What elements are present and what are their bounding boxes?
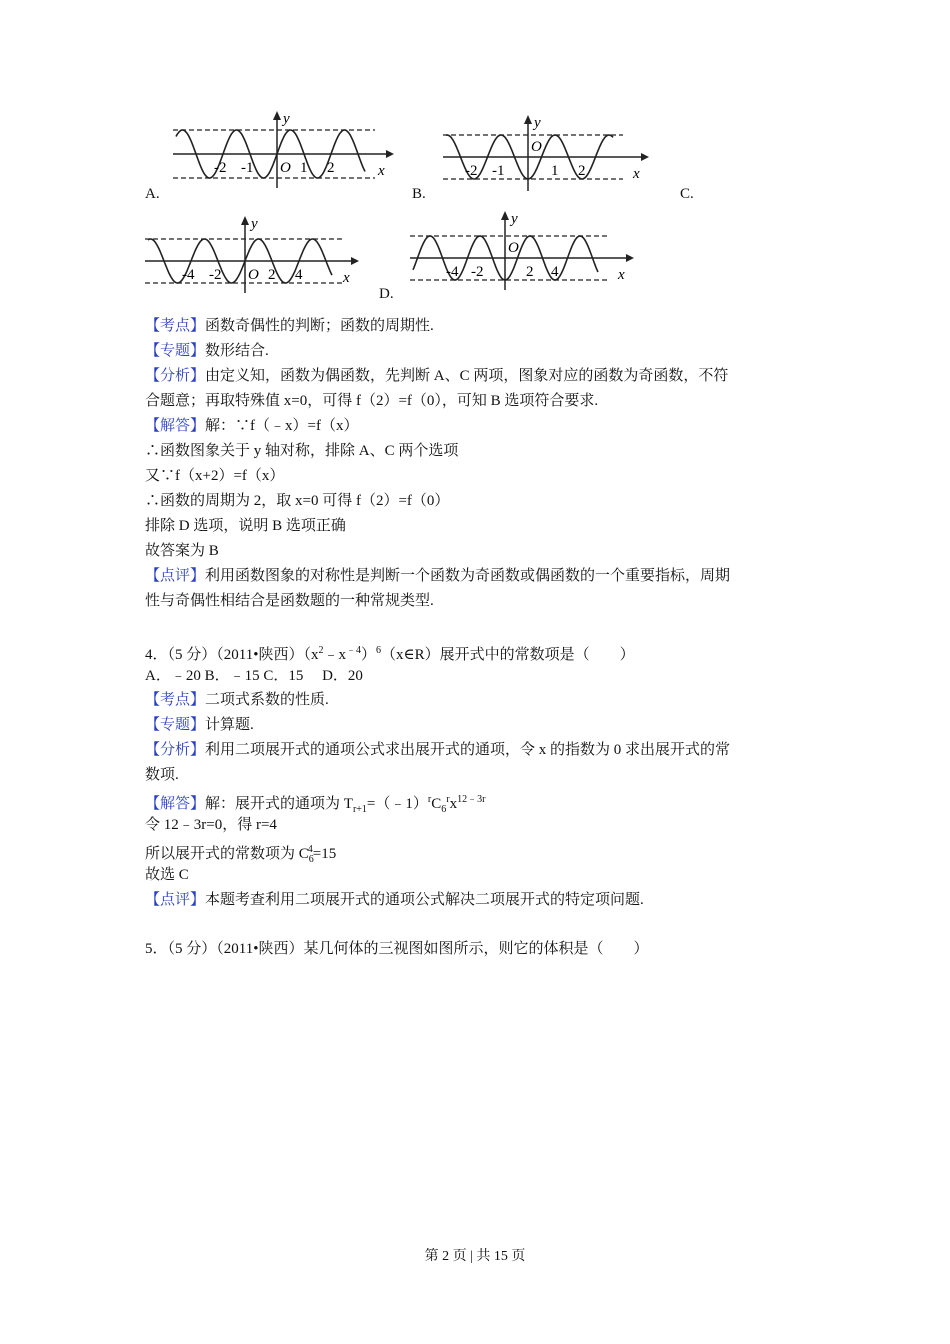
x-axis-label: x bbox=[633, 166, 640, 182]
origin-label: O bbox=[248, 267, 259, 283]
text: 利用二项展开式的通项公式求出展开式的通项，令 x 的指数为 0 求出展开式的常 bbox=[205, 742, 731, 758]
tick-label: -1 bbox=[241, 160, 254, 176]
tick-label: 1 bbox=[551, 163, 559, 179]
t: r+1 bbox=[352, 804, 367, 815]
x-axis-arrow-icon bbox=[626, 254, 634, 262]
x-axis-arrow-icon bbox=[386, 150, 394, 158]
y-axis-arrow-icon bbox=[241, 216, 249, 225]
text: 函数奇偶性的判断；函数的周期性. bbox=[205, 318, 434, 334]
y-axis-label: y bbox=[534, 115, 541, 131]
t: 4．（5 分）（2011•陕西）（x bbox=[145, 647, 319, 663]
y-axis-arrow-icon bbox=[273, 111, 281, 120]
tick-label: -2 bbox=[214, 160, 227, 176]
t: ） bbox=[360, 647, 376, 663]
option-d-label: D. bbox=[379, 286, 394, 302]
t: r bbox=[427, 794, 432, 805]
text-line: 故选 C bbox=[145, 867, 189, 883]
tick-label: 4 bbox=[551, 264, 559, 280]
x-axis-label: x bbox=[618, 267, 625, 283]
q4-stem bbox=[145, 641, 635, 665]
tag: 【考点】 bbox=[145, 692, 206, 708]
q4-dianping bbox=[145, 890, 644, 910]
tag: 【点评】 bbox=[145, 892, 206, 908]
text-line: ∴函数图象关于 y 轴对称，排除 A、C 两个选项 bbox=[145, 443, 459, 459]
q4-zhuanti bbox=[145, 715, 254, 735]
t: 4 bbox=[307, 844, 313, 855]
q3-zhuanti bbox=[145, 341, 269, 361]
q3-dianping bbox=[145, 566, 730, 586]
t: 6 bbox=[308, 854, 314, 865]
text: 二项式系数的性质. bbox=[205, 692, 329, 708]
option-a-label: A. bbox=[145, 186, 160, 202]
tick-label: 2 bbox=[268, 267, 276, 283]
tick-label: -2 bbox=[471, 264, 484, 280]
text-line: 数项. bbox=[145, 767, 179, 783]
graph-c bbox=[140, 213, 365, 293]
tick-label: 2 bbox=[526, 264, 534, 280]
t: =15 bbox=[312, 846, 337, 862]
text-line: 排除 D 选项，说明 B 选项正确 bbox=[145, 518, 346, 534]
tick-label: 2 bbox=[578, 163, 586, 179]
t: 2 bbox=[318, 645, 324, 656]
option-c-label: C. bbox=[680, 186, 694, 202]
t: 12﹣3r bbox=[457, 794, 486, 805]
text-line: 又∵f（x+2）=f（x） bbox=[145, 468, 285, 484]
text-line: ∴函数的周期为 2，取 x=0 可得 f（2）=f（0） bbox=[145, 493, 450, 509]
graph-b bbox=[435, 112, 655, 192]
tick-label: -2 bbox=[465, 163, 478, 179]
t: 所以展开式的常数项为 C bbox=[145, 846, 309, 862]
q4-options: A．﹣20 B．﹣15 C．15 D．20 bbox=[145, 668, 363, 684]
text: 由定义知，函数为偶函数，先判断 A、C 两项，图象对应的函数为奇函数，不符 bbox=[205, 368, 729, 384]
origin-label: O bbox=[531, 139, 542, 155]
t: 6 bbox=[441, 804, 447, 815]
t: x bbox=[449, 796, 458, 812]
t: （x∈R）展开式中的常数项是（ ） bbox=[380, 647, 635, 663]
origin-label: O bbox=[280, 160, 291, 176]
graph-a bbox=[165, 108, 400, 188]
text: 数形结合. bbox=[205, 343, 269, 359]
tag: 【分析】 bbox=[145, 742, 206, 758]
x-axis-label: x bbox=[343, 270, 350, 286]
t: ﹣x bbox=[323, 647, 346, 663]
y-axis-arrow-icon bbox=[524, 115, 532, 124]
tick-label: -2 bbox=[209, 267, 222, 283]
tick-label: 1 bbox=[300, 160, 308, 176]
text-line: 性与奇偶性相结合是函数题的一种常规类型. bbox=[145, 593, 434, 609]
x-axis-arrow-icon bbox=[351, 257, 359, 265]
tag: 【专题】 bbox=[145, 343, 206, 359]
text-line: 故答案为 B bbox=[145, 543, 219, 559]
tick-label: 2 bbox=[327, 160, 335, 176]
q3-fenxi bbox=[145, 366, 728, 386]
text: 利用函数图象的对称性是判断一个函数为奇函数或偶函数的一个重要指标，周期 bbox=[205, 568, 731, 584]
tick-label: -4 bbox=[446, 264, 459, 280]
x-axis-label: x bbox=[378, 163, 385, 179]
t: r bbox=[446, 794, 450, 805]
page-footer: 第 2 页 | 共 15 页 bbox=[424, 1249, 526, 1264]
q4-fenxi bbox=[145, 740, 730, 760]
text: 计算题. bbox=[205, 717, 254, 733]
y-axis-arrow-icon bbox=[501, 211, 509, 220]
y-axis-label: y bbox=[511, 211, 518, 227]
q3-kaodian bbox=[145, 316, 434, 336]
text-line: 合题意；再取特殊值 x=0，可得 f（2）=f（0），可知 B 选项符合要求. bbox=[145, 393, 599, 409]
tag: 【分析】 bbox=[145, 368, 206, 384]
t: =（﹣1） bbox=[366, 796, 428, 812]
tag: 【考点】 bbox=[145, 318, 206, 334]
tick-label: -4 bbox=[182, 267, 195, 283]
t: ﹣4 bbox=[345, 645, 361, 656]
text-line: 令 12﹣3r=0，得 r=4 bbox=[145, 817, 277, 833]
origin-label: O bbox=[508, 240, 519, 256]
tag: 【点评】 bbox=[145, 568, 206, 584]
y-axis-label: y bbox=[251, 216, 258, 232]
t: C bbox=[431, 796, 442, 812]
text: 本题考查利用二项展开式的通项公式解决二项展开式的特定项问题. bbox=[205, 892, 644, 908]
tag: 【解答】 bbox=[145, 796, 206, 812]
t: 解：展开式的通项为 T bbox=[205, 796, 353, 812]
option-b-label: B. bbox=[412, 186, 426, 202]
q5-stem: 5．（5 分）（2011•陕西）某几何体的三视图如图所示，则它的体积是（ ） bbox=[145, 941, 649, 957]
q4-kaodian bbox=[145, 690, 329, 710]
tag: 【专题】 bbox=[145, 717, 206, 733]
t: 6 bbox=[375, 645, 381, 656]
tick-label: -1 bbox=[492, 163, 505, 179]
graph-d bbox=[405, 208, 640, 290]
x-axis-arrow-icon bbox=[641, 153, 649, 161]
tag: 【解答】 bbox=[145, 418, 206, 434]
text: 解：∵f（﹣x）=f（x） bbox=[205, 418, 359, 434]
tick-label: 4 bbox=[295, 267, 303, 283]
q3-jieda bbox=[145, 416, 358, 436]
y-axis-label: y bbox=[283, 111, 290, 127]
